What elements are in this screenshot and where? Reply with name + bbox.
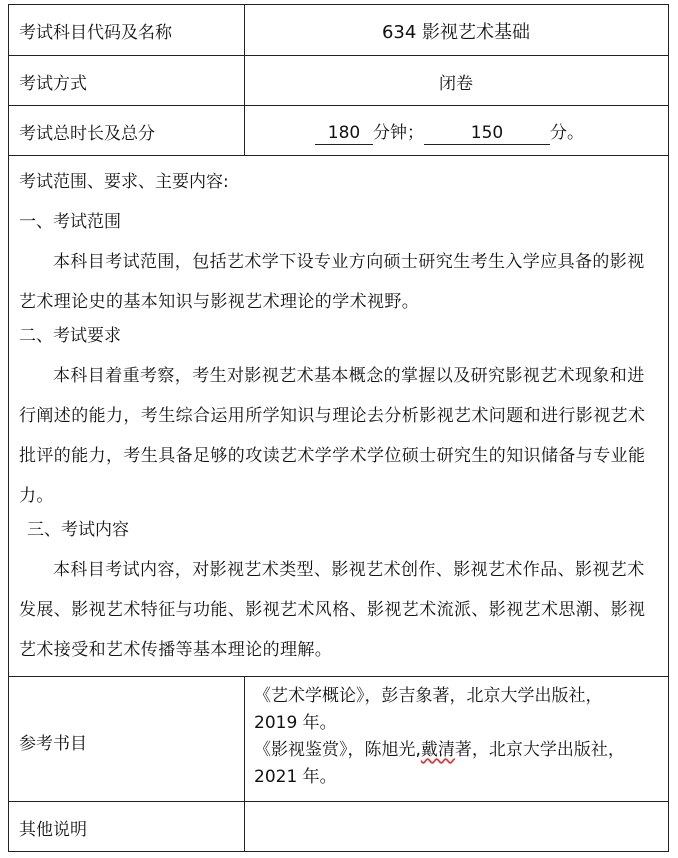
reference-book-2-line1: 《影视鉴赏》，陈旭光,戴清著，北京大学出版社，	[254, 740, 625, 760]
references-list	[254, 683, 658, 791]
duration-label: 考试总时长及总分	[19, 124, 155, 144]
duration-row	[9, 106, 668, 156]
section-title: 一、考试范围	[19, 212, 121, 232]
section-paragraph: 本科目考试范围，包括艺术学下设专业方向硕士研究生考生入学应具备的影视艺术理论史的基本知识与影视艺术理论的学术视野。	[19, 252, 645, 312]
duration-unit: 分钟；	[373, 123, 424, 143]
duration-minutes: 180	[315, 122, 373, 145]
reference-book-1-line1: 《艺术学概论》，彭吉象著，北京大学出版社，	[254, 686, 603, 706]
section-title: 三、考试内容	[27, 520, 129, 540]
notes-label: 其他说明	[19, 820, 87, 840]
duration-value	[315, 118, 668, 145]
exam-mode-label: 考试方式	[19, 74, 87, 94]
references-row	[9, 677, 668, 802]
notes-row	[9, 802, 668, 851]
references-label: 参考书目	[19, 734, 87, 754]
exam-mode-row	[9, 56, 668, 106]
spellcheck-flagged-word: 戴清	[420, 740, 455, 760]
total-score: 150	[424, 122, 550, 145]
section-title: 二、考试要求	[19, 326, 121, 346]
subject-label: 考试科目代码及名称	[19, 23, 172, 43]
section-paragraph: 本科目考试内容，对影视艺术类型、影视艺术创作、影视艺术作品、影视艺术发展、影视艺术特征与功能、影视艺术风格、影视艺术流派、影视艺术思潮、影视艺术接受和艺术传播等基本理论的理解。	[19, 560, 646, 660]
section-paragraph: 本科目着重考察，考生对影视艺术基本概念的掌握以及研究影视艺术现象和进行阐述的能力，考生综合运用所学知识与理论去分析影视艺术问题和进行影视艺术批评的能力，考生具备足够的攻读艺术学学术学位硕士研究生的知识储备与专业能力。	[19, 366, 646, 506]
exam-syllabus-table	[8, 4, 669, 852]
reference-book-1-line2: 2019 年。	[254, 713, 337, 733]
content-section	[9, 156, 668, 677]
subject-value: 634 影视艺术基础	[381, 22, 531, 43]
subject-row	[9, 5, 668, 56]
content-body	[19, 162, 660, 670]
reference-book-2-line2: 2021 年。	[254, 767, 337, 787]
content-heading: 考试范围、要求、主要内容:	[19, 172, 229, 192]
exam-mode-value: 闭卷	[439, 74, 473, 94]
score-unit: 分。	[550, 123, 584, 143]
